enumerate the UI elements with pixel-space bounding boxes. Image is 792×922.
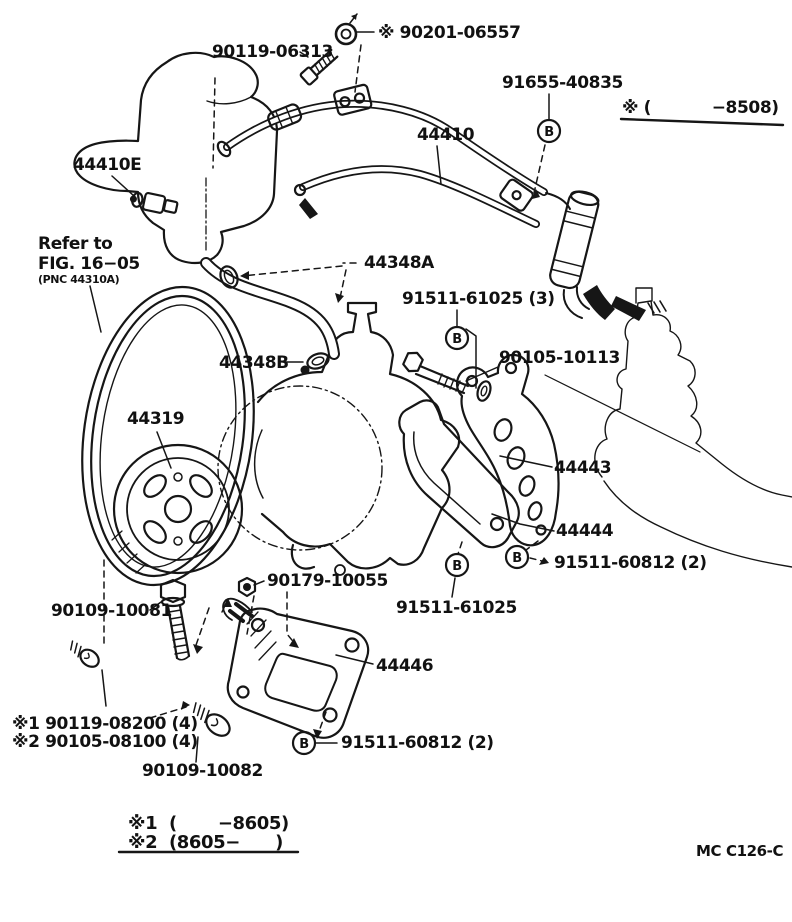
label-91511-61025-3: 91511-61025 (3): [402, 289, 555, 309]
label-44348a: 44348A: [364, 253, 434, 273]
bracket-44444: [399, 400, 519, 547]
label-44348b: 44348B: [219, 353, 289, 373]
note-8605-line1: ※1 ( −8605): [128, 813, 289, 834]
drive-belt: [64, 276, 272, 596]
bracket-44446: [223, 599, 368, 738]
drawing-code: MC C126-C: [696, 842, 784, 860]
nut-90179-10055: [239, 578, 255, 596]
part-labels: [12, 23, 784, 860]
pulley-44319: [114, 445, 242, 573]
label-90119-06313: 90119-06313: [212, 42, 333, 62]
refer-line1: Refer to: [38, 234, 113, 254]
refer-line2: FIG. 16−05: [38, 254, 140, 274]
marker-b-2: B: [452, 332, 462, 347]
note-8508: ※ ( −8508): [622, 98, 779, 118]
label-90179-10055: 90179-10055: [267, 571, 388, 591]
label-44410e: 44410E: [73, 155, 142, 175]
label-note2-90105-08100: ※2 90105-08100 (4): [12, 732, 198, 752]
marker-b-5: B: [299, 737, 309, 752]
label-91511-60812-right: 91511-60812 (2): [554, 553, 707, 573]
note-8605-line2: ※2 (8605− ): [128, 832, 283, 853]
marker-b-4: B: [512, 551, 522, 566]
ring-90201-06557: [336, 14, 357, 44]
label-91511-60812-bottom: 91511-60812 (2): [341, 733, 494, 753]
marker-b-1: B: [544, 125, 554, 140]
label-90201-06557: ※ 90201-06557: [378, 23, 521, 43]
label-90109-10082: 90109-10082: [142, 761, 263, 781]
label-note1-90119-08200: ※1 90119-08200 (4): [12, 714, 198, 734]
bolt-note-parts: [66, 638, 102, 671]
fitting-44410e: [128, 190, 178, 217]
label-44444: 44444: [556, 521, 614, 541]
label-44319: 44319: [127, 409, 185, 429]
label-91655-40835: 91655-40835: [502, 73, 623, 93]
label-91511-61025: 91511-61025: [396, 598, 517, 618]
marker-b-3: B: [452, 559, 462, 574]
label-44410: 44410: [417, 125, 475, 145]
leader-lines: [90, 32, 554, 762]
label-90109-10081: 90109-10081: [51, 601, 172, 621]
label-44446: 44446: [376, 656, 434, 676]
label-90105-10113: 90105-10113: [499, 348, 620, 368]
pump-body: [218, 303, 459, 575]
clamp-44348b: [301, 351, 331, 375]
label-44443: 44443: [554, 458, 612, 478]
refer-line3: (PNC 44310A): [38, 273, 120, 286]
